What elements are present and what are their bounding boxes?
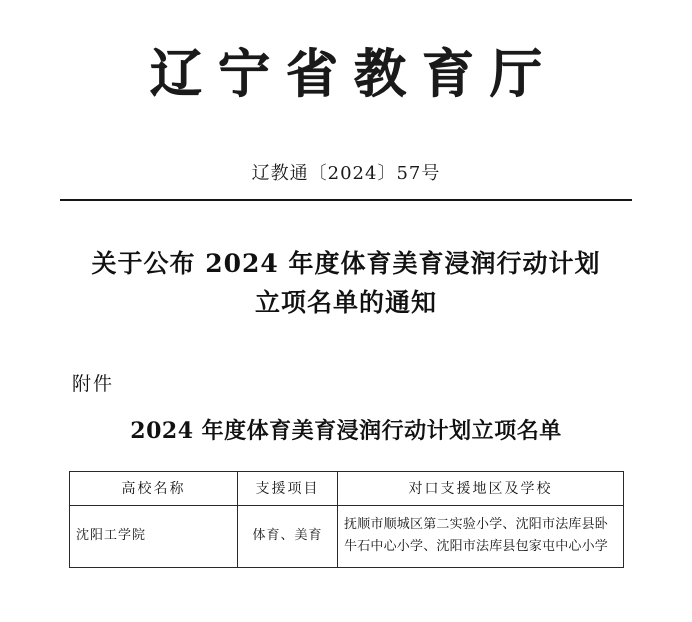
page-title	[0, 245, 692, 323]
list-table-container	[69, 471, 623, 569]
issuing-authority-title: 辽宁省教育厅	[149, 44, 558, 105]
header-divider	[60, 199, 632, 201]
column-header-project: 支援项目	[238, 471, 338, 505]
table-header-row	[70, 471, 624, 505]
table-header	[70, 471, 624, 505]
page-title-line-2: 立项名单的通知	[254, 287, 437, 317]
cell-project: 体育、美育	[238, 505, 338, 568]
cell-support-region-schools: 抚顺市顺城区第二实验小学、沈阳市法库县卧牛石中心小学、沈阳市法库县包家屯中心小学	[338, 505, 624, 568]
column-header-support: 对口支援地区及学校	[338, 471, 624, 505]
table-body	[70, 505, 624, 568]
table-row	[70, 505, 624, 568]
cell-school-name: 沈阳工学院	[70, 505, 238, 568]
column-header-school: 高校名称	[70, 471, 238, 505]
attachment-title: 2024 年度体育美育浸润行动计划立项名单	[130, 417, 562, 444]
document-number: 辽教通〔2024〕57号	[251, 163, 441, 184]
project-list-table	[69, 471, 624, 569]
page-title-line-1: 关于公布 2024 年度体育美育浸润行动计划	[91, 249, 601, 278]
masthead	[0, 0, 692, 107]
attachment-label: 附件	[72, 372, 115, 395]
